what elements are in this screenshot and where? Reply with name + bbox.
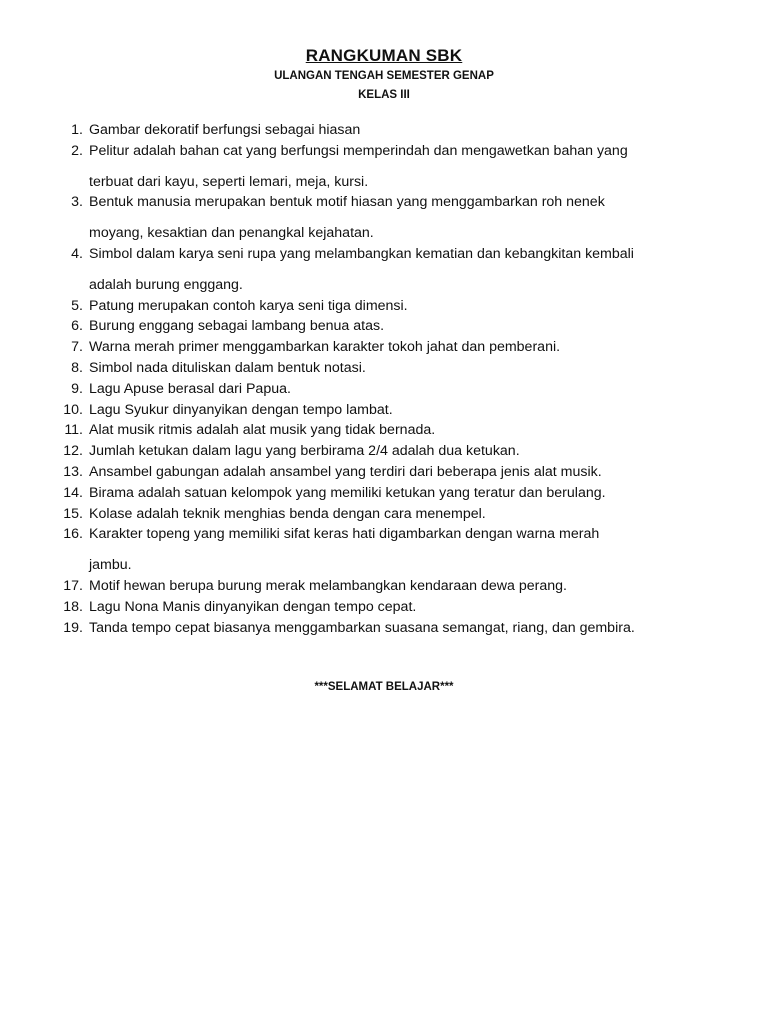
list-item-line: Simbol dalam karya seni rupa yang melambangkan kematian dan kebangkitan kembali [89,245,634,262]
list-item-line: Ansambel gabungan adalah ansambel yang terdiri dari beberapa jenis alat musik. [89,463,602,480]
list-item [48,462,728,483]
list-item-text [83,420,728,441]
list-item-line: Jumlah ketukan dalam lagu yang berbirama 2/4 adalah dua ketukan. [89,443,520,460]
list-item-line: Warna merah primer menggambarkan karakter tokoh jahat dan pemberani. [89,339,561,356]
list-item-text [83,379,728,400]
list-item-line: Gambar dekoratif berfungsi sebagai hiasan [89,122,361,138]
list-item [48,379,728,400]
class-label: KELAS III [358,89,410,101]
list-item-line: Pelitur adalah bahan cat yang berfungsi memperindah dan mengawetkan bahan yang [89,142,628,159]
list-item-number: 7. [71,339,83,356]
list-item-number: 12. [63,443,83,460]
list-item-text [83,120,728,141]
list-item [48,296,728,317]
list-item [48,400,728,421]
list-item-line: Alat musik ritmis adalah alat musik yang tidak bernada. [89,422,436,439]
list-item [48,618,728,639]
list-item-line: Burung enggang sebagai lambang benua atas. [89,318,385,335]
list-item-line: Lagu Nona Manis dinyanyikan dengan tempo cepat. [89,598,417,615]
list-item-text [83,400,728,421]
list-item-number: 14. [63,484,83,501]
list-item-text [83,337,728,358]
list-item-text [83,192,728,244]
list-item-text [83,244,728,296]
list-item-text [83,576,728,597]
list-item [48,316,728,337]
list-item-continuation: terbuat dari kayu, seperti lemari, meja, kursi. [89,173,369,190]
list-item [48,420,728,441]
list-item [48,141,728,193]
page-title: RANGKUMAN SBK [305,46,463,65]
list-item-text [83,441,728,462]
list-item-line: Birama adalah satuan kelompok yang memiliki ketukan yang teratur dan berulang. [89,484,606,501]
list-item-line: Karakter topeng yang memiliki sifat keras hati digambarkan dengan warna merah [89,526,600,543]
list-item-number: 16. [63,526,83,543]
list-item [48,337,728,358]
list-item-number: 17. [63,577,83,594]
list-item-continuation: jambu. [89,557,132,574]
list-item-line: Kolase adalah teknik menghias benda dengan cara menempel. [89,505,486,522]
list-item [48,192,728,244]
list-item-text [83,141,728,193]
list-item-number: 3. [71,194,83,211]
list-item [48,244,728,296]
list-item-number: 8. [71,359,83,376]
list-item-line: Lagu Apuse berasal dari Papua. [89,380,291,397]
list-item-text [83,358,728,379]
list-item-number: 11. [64,422,83,439]
list-item-number: 2. [71,142,83,159]
list-item-line: Simbol nada dituliskan dalam bentuk notasi. [89,359,366,376]
list-item-text [83,524,728,576]
list-item-text [83,504,728,525]
list-item [48,358,728,379]
list-item-text [83,316,728,337]
list-item-number: 5. [71,297,83,314]
list-item-text [83,296,728,317]
list-item-continuation: moyang, kesaktian dan penangkal kejahatan. [89,225,374,242]
list-item-text [83,462,728,483]
list-item [48,441,728,462]
list-item-line: Tanda tempo cepat biasanya menggambarkan suasana semangat, riang, dan gembira. [89,619,635,636]
list-item-number: 6. [71,318,83,335]
list-item [48,576,728,597]
list-item [48,120,728,141]
list-item-continuation: adalah burung enggang. [89,276,243,293]
list-item-number: 13. [63,463,83,480]
list-item [48,597,728,618]
list-item-line: Motif hewan berupa burung merak melambangkan kendaraan dewa perang. [89,577,567,594]
list-item-line: Lagu Syukur dinyanyikan dengan tempo lambat. [89,401,393,418]
list-item [48,483,728,504]
list-item-text [83,618,728,639]
list-item-text [83,483,728,504]
list-item-number: 15. [63,505,83,522]
list-item-number: 18. [63,598,83,615]
list-item [48,524,728,576]
list-item-number: 1. [71,122,83,138]
list-item [48,504,728,525]
list-item-text [83,597,728,618]
page-subtitle: ULANGAN TENGAH SEMESTER GENAP [274,70,494,82]
list-item-line: Patung merupakan contoh karya seni tiga dimensi. [89,297,408,314]
list-item-number: 4. [71,245,83,262]
list-item-number: 9. [71,380,83,397]
list-item-number: 19. [63,619,83,636]
list-item-number: 10. [63,401,83,418]
list-item-line: Bentuk manusia merupakan bentuk motif hiasan yang menggambarkan roh nenek [89,194,605,211]
closing-text: ***SELAMAT BELAJAR*** [314,681,454,693]
summary-list [48,120,728,638]
